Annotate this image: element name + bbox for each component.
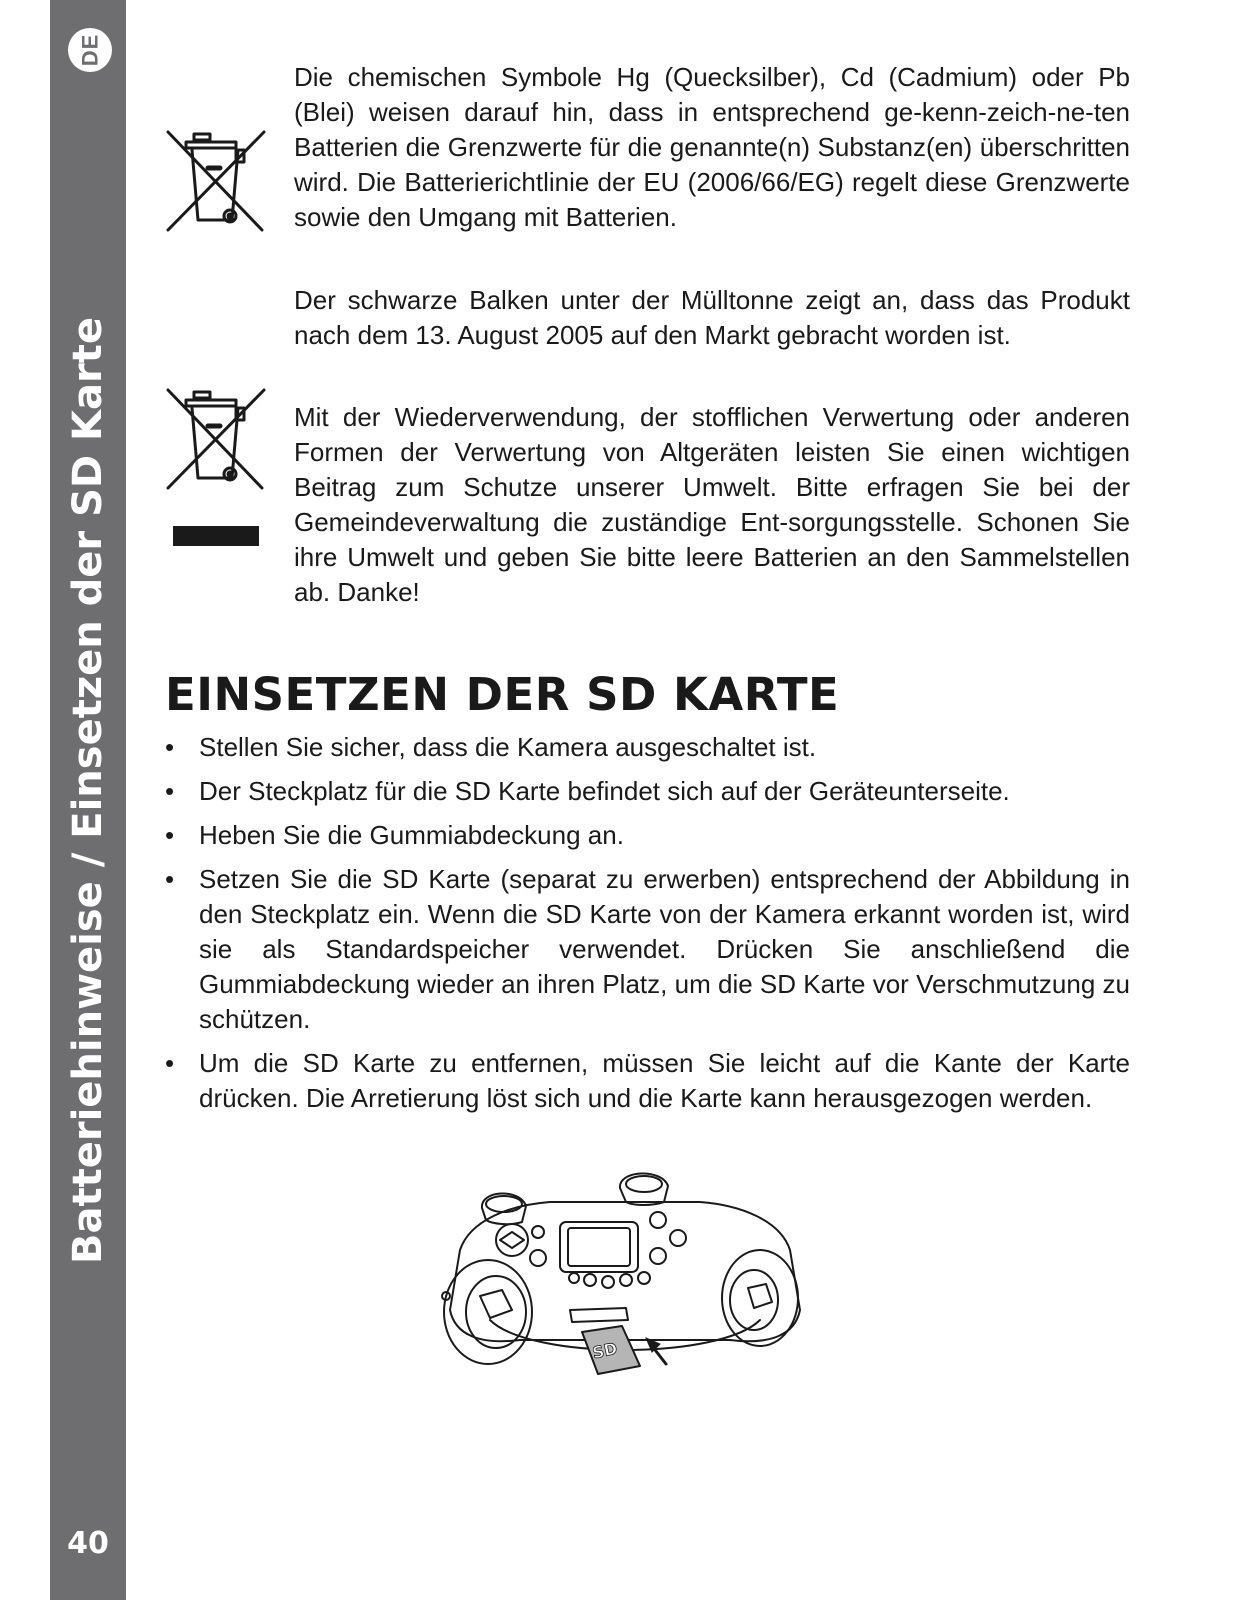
sidebar-section-title-text: Batteriehinweise / Einsetzen der SD Karte bbox=[65, 317, 111, 1264]
black-bar-mark bbox=[173, 526, 259, 546]
sd-card bbox=[582, 1326, 640, 1374]
list-item: • Heben Sie die Gummiabdeckung an. bbox=[165, 818, 1130, 853]
language-badge bbox=[68, 28, 112, 72]
list-item: • Setzen Sie die SD Karte (separat zu erwerben) entsprechend der Abbildung in den Steckplatz ein. Wenn die SD Karte von der Kamera erkannt worden ist, wird sie als Standardspeicher verwendet. Drücken Sie anschließend die Gummiabdeckung wieder an ihren Platz, um die SD Karte vor Verschmutzung zu schützen. bbox=[165, 862, 1130, 1037]
list-item: • Um die SD Karte zu entfernen, müssen Sie leicht auf die Kante der Karte drücken. Die Arretierung löst sich und die Karte kann herausgezogen werden. bbox=[165, 1046, 1130, 1116]
crossed-out-wheelie-bin-with-bar-icon bbox=[164, 386, 268, 492]
list-item: • Stellen Sie sicher, dass die Kamera ausgeschaltet ist. bbox=[165, 730, 1130, 765]
paragraph-chemical-symbols: Die chemischen Symbole Hg (Quecksilber), Cd (Cadmium) oder Pb (Blei) weisen darauf hin, dass in entsprechend ge-kenn-zeich-ne-ten Batterien die Grenzwerte für die genannte(n) Substanz(en) überschritten wird. Die Batterierichtlinie der EU (2006/66/EG) regelt diese Grenzwerte sowie den Umgang mit Batterien. bbox=[294, 62, 1130, 232]
page-number: 40 bbox=[67, 1526, 109, 1561]
language-badge-label: DE bbox=[77, 33, 102, 67]
camera-sd-card-illustration bbox=[430, 1160, 820, 1400]
section-heading: EINSETZEN DER SD KARTE bbox=[165, 668, 840, 721]
paragraph-recycling: Mit der Wiederverwendung, der stofflichen Verwertung oder anderen Formen der Verwertung von Altgeräten leisten Sie einen wichtigen Beitrag zum Schutze unserer Umwelt. Bitte erfragen Sie bei der Gemeindeverwaltung die zuständige Ent-sorgungsstelle. Schonen Sie ihre Umwelt und geben Sie bitte leere Batterien an den Sammelstellen ab. Danke! bbox=[294, 402, 1130, 607]
list-item: • Der Steckplatz für die SD Karte befindet sich auf der Geräteunterseite. bbox=[165, 774, 1130, 809]
insert-arrow-icon bbox=[646, 1338, 666, 1364]
sd-card-label: SD bbox=[590, 1338, 619, 1363]
sidebar-section-title bbox=[65, 317, 128, 1264]
instructions-list bbox=[165, 730, 1130, 1125]
paragraph-black-bar: Der schwarze Balken unter der Mülltonne zeigt an, dass das Produkt nach dem 13. August 2005 auf den Markt gebracht worden ist. bbox=[294, 285, 1130, 350]
crossed-out-wheelie-bin-icon bbox=[164, 128, 268, 234]
